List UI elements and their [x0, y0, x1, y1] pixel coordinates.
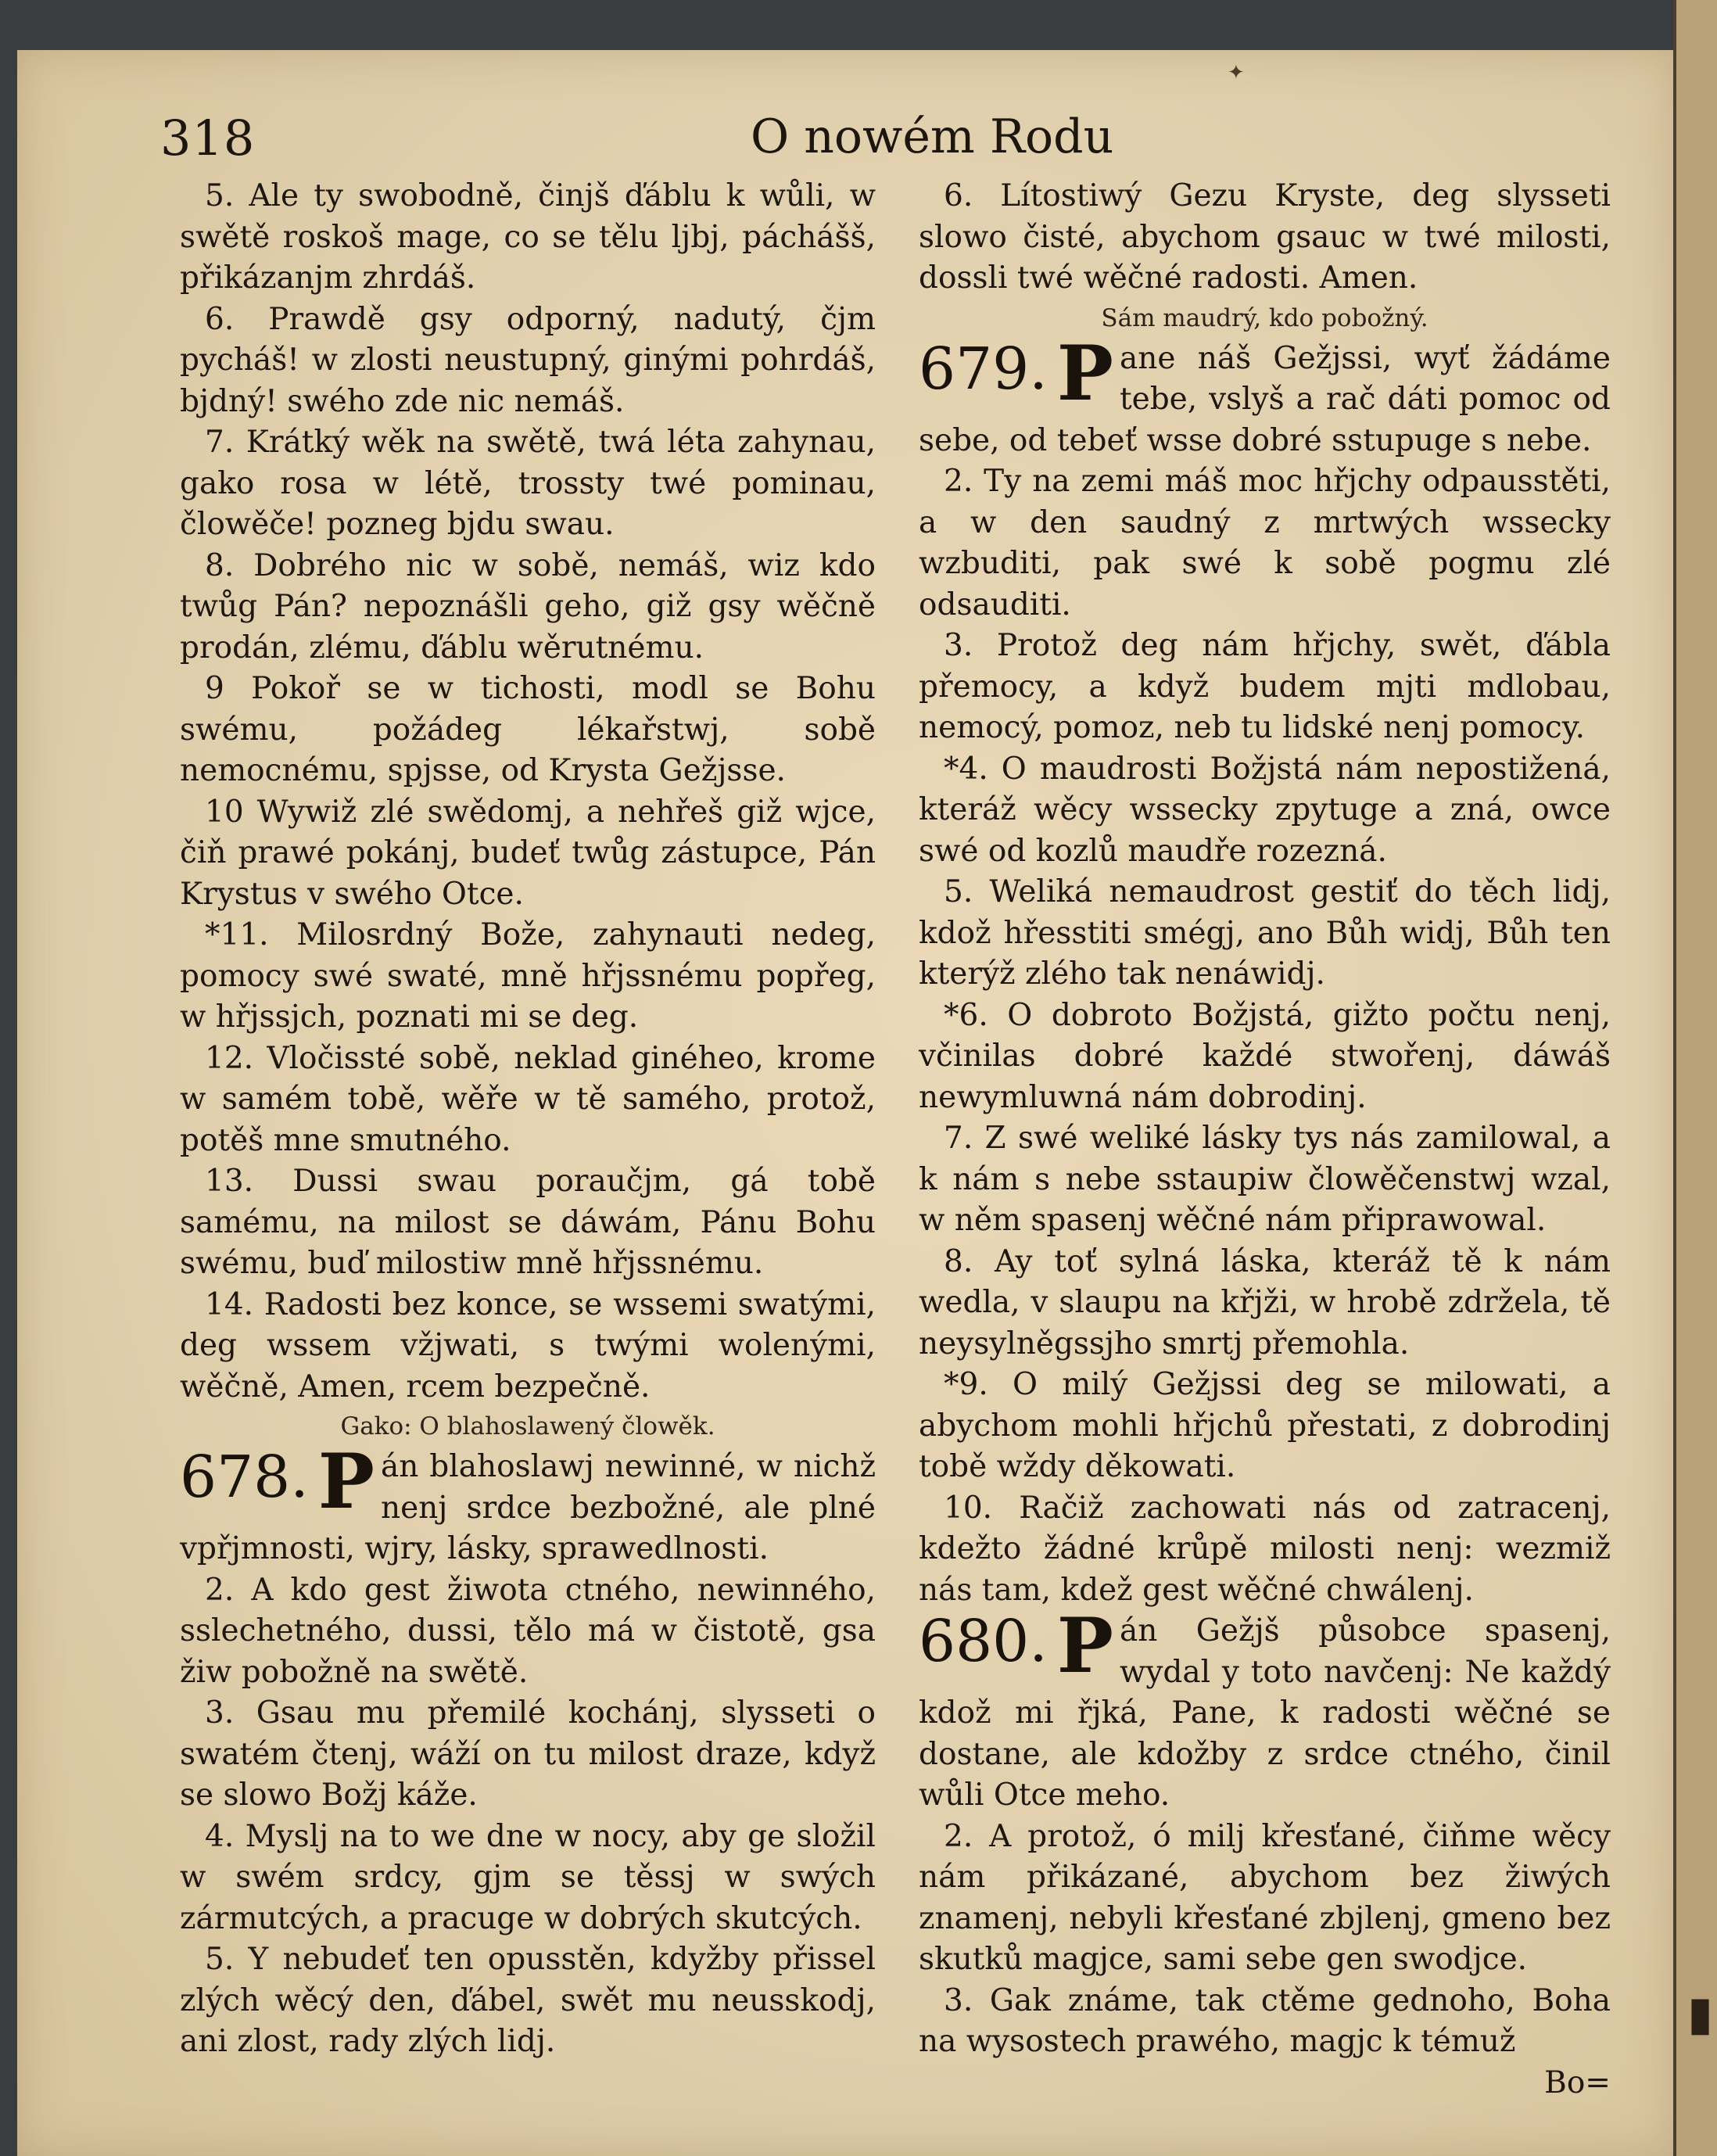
- ink-mark: ▮: [1687, 1986, 1714, 2041]
- hymn-number: 680.: [919, 1608, 1048, 1675]
- verse: *9. O milý Gežjssi deg se milowati, a abychom mohli hřjchů přestati, z dobrodinj tobě wždy děkowati.: [919, 1367, 1611, 1484]
- verse: 10. Račiž zachowati nás od zatracenj, kdežto žádné krůpě milosti nenj: wezmiž nás tam, kdež gest wěčné chwálenj.: [919, 1490, 1611, 1608]
- verse: *6. O dobroto Božjstá, gižto počtu nenj, včinilas dobré každé stwořenj, dáwáš newymluwná nám dobrodinj.: [919, 997, 1611, 1115]
- verse: 3. Gak známe, tak ctěme gednoho, Boha na wysostech prawého, magjc k témuž: [919, 1982, 1611, 2059]
- verse: 6. Lítostiwý Gezu Kryste, deg slysseti slowo čisté, abychom gsauc w twé milosti, dossli twé wěčné radosti. Amen.: [919, 178, 1611, 296]
- verse: 13. Dussi swau poraučjm, gá tobě samému, na milost se dáwám, Pánu Bohu swému, buď milostiw mně hřjssnému.: [180, 1164, 876, 1281]
- verse: 2. A protož, ó milj křesťané, čiňme wěcy nám přikázané, abychom bez žiwých znamenj, nebyli křesťané zbjlenj, gmeno bez skutků magjce, sami sebe gen swodjce.: [919, 1818, 1611, 1977]
- verse: 3. Protož deg nám hřjchy, swět, ďábla přemocy, a když budem mjti mdlobau, nemocý, pomoz, neb tu lidské nenj pomocy.: [919, 628, 1611, 745]
- verse: 12. Vločissté sobě, neklad ginéheo, krome w samém tobě, wěře w tě samého, protož, potěš mne smutného.: [180, 1040, 876, 1158]
- ink-speck: ✦: [1228, 61, 1245, 84]
- catchword: Bo=: [1544, 2065, 1611, 2100]
- verse: 9 Pokoř se w tichosti, modl se Bohu swému, požádeg lékařstwj, sobě nemocnému, spjsse, od Krysta Gežjsse.: [180, 671, 876, 788]
- adjacent-page-edge: [1673, 0, 1717, 2156]
- verse: 5. Weliká nemaudrost gestiť do těch lidj, kdož hřesstiti smégj, ano Bůh widj, Bůh ten kterýž zlého tak nenáwidj.: [919, 874, 1611, 992]
- hymn-number: 679.: [919, 335, 1048, 403]
- hymn-number: 678.: [180, 1444, 309, 1511]
- verse: 7. Z swé weliké lásky tys nás zamilowal, a k nám s nebe sstaupiw člowěčenstwj wzal, w něm spasenj wěčné nám připrawowal.: [919, 1121, 1611, 1238]
- hymn-680-first-verse: [919, 1602, 1611, 1817]
- tune-note: Sám maudrý, kdo pobožný.: [1101, 303, 1428, 332]
- drop-cap: P: [1056, 1602, 1113, 1690]
- verse: 7. Krátký wěk na swětě, twá léta zahynau, gako rosa w létě, trossty twé pominau, člowěče! pozneg bjdu swau.: [180, 425, 876, 542]
- right-column: [919, 176, 1611, 2104]
- running-head: O nowém Rodu: [751, 109, 1114, 164]
- verse: 3. Gsau mu přemilé kochánj, slysseti o swatém čtenj, wáží on tu milost draze, když se slowo Božj káže.: [180, 1695, 876, 1813]
- verse: 14. Radosti bez konce, se wssemi swatými, deg wssem vžjwati, s twými wolenými, wěčně, Amen, rcem bezpečně.: [180, 1286, 876, 1404]
- page-number: 318: [160, 109, 256, 167]
- verse: 8. Ay toť sylná láska, kteráž tě k nám wedla, v slaupu na křjži, w hrobě zdržela, tě neysylněgssjho smrtj přemohla.: [919, 1243, 1611, 1361]
- verse: 5. Ale ty swobodně, činjš ďáblu k wůli, w swětě roskoš mage, co se tělu ljbj, páchášš, přikázanjm zhrdáš.: [180, 178, 876, 296]
- verse-text: án blahoslawj newinné, w nichž nenj srdce bezbožné, ale plné vpřjmnosti, wjry, lásky, sprawedlnosti.: [180, 1449, 876, 1566]
- verse-text: án Gežjš působce spasenj, wydal y toto navčenj: Ne každý kdož mi řjká, Pane, k radosti wěčné se dostane, ale kdožby z srdce ctného, činil wůli Otce meho.: [919, 1613, 1611, 1813]
- verse-text: ane náš Gežjssi, wyť žádáme tebe, vslyš a rač dáti pomoc od sebe, od tebeť wsse dobré sstupuge s nebe.: [919, 340, 1611, 458]
- drop-cap: P: [317, 1437, 375, 1526]
- verse: 4. Myslj na to we dne w nocy, aby ge složil w swém srdcy, gjm se těssj w swých zármutcých, a pracuge w dobrých skutcých.: [180, 1818, 876, 1936]
- verse: *4. O maudrosti Božjstá nám nepostižená, kteráž wěcy wssecky zpytuge a zná, owce swé od kozlů maudře rozezná.: [919, 751, 1611, 869]
- verse: 8. Dobrého nic w sobě, nemáš, wiz kdo twůg Pán? nepoznášli geho, giž gsy wěčně prodán, zlému, ďáblu wěrutnému.: [180, 547, 876, 665]
- verse: 10 Wywiž zlé swědomj, a nehřeš giž wjce, čiň prawé pokánj, budeť twůg zástupce, Pán Krystus v swého Otce.: [180, 794, 876, 912]
- verse: 6. Prawdě gsy odporný, nadutý, čjm pycháš! w zlosti neustupný, ginými pohrdáš, bjdný! swého zde nic nemáš.: [180, 301, 876, 419]
- tune-note: Gako: O blahoslawený člowěk.: [340, 1412, 715, 1440]
- hymn-679-first-verse: [919, 328, 1611, 462]
- drop-cap: P: [1056, 328, 1113, 418]
- verse: *11. Milosrdný Bože, zahynauti nedeg, pomocy swé swaté, mně hřjssnému popřeg, w hřjssjch, poznati mi se deg.: [180, 917, 876, 1035]
- verse: 2. A kdo gest žiwota ctného, newinného, sslechetného, dussi, tělo má w čistotě, gsa žiw pobožně na swětě.: [180, 1572, 876, 1690]
- hymn-678-first-verse: [180, 1437, 876, 1570]
- left-column: [180, 176, 876, 2063]
- verse: 5. Y nebudeť ten opusstěn, kdyžby přissel zlých wěcý den, ďábel, swět mu neusskodj, ani zlost, rady zlých lidj.: [180, 1942, 876, 2059]
- verse: 2. Ty na zemi máš moc hřjchy odpausstěti, a w den saudný z mrtwých wssecky wzbuditi, pak swé k sobě pogmu zlé odsauditi.: [919, 464, 1611, 622]
